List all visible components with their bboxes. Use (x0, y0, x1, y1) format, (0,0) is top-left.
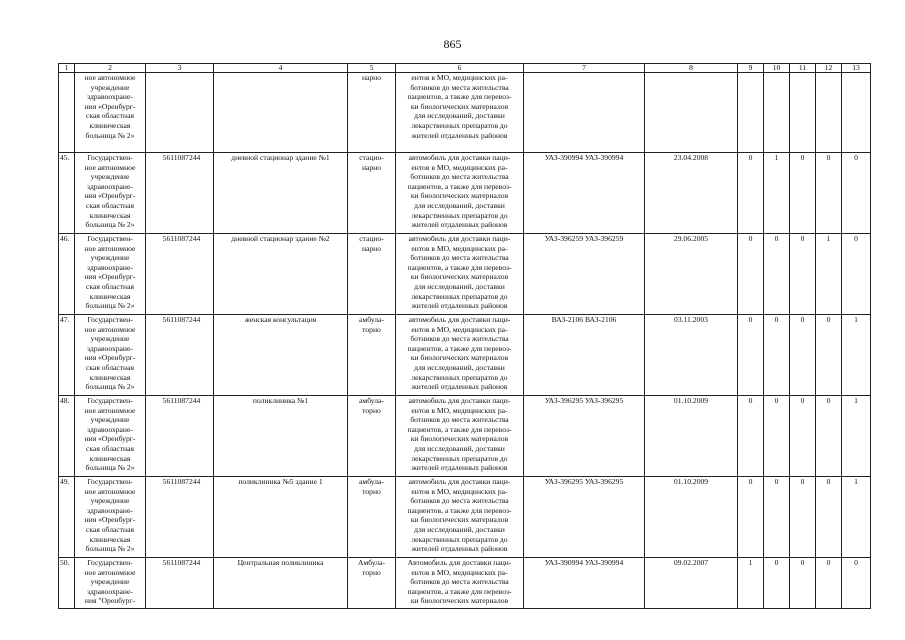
subdivision-name: дневной стационар здание №2 (214, 234, 348, 315)
row-number: 48. (59, 396, 75, 477)
count-col-13: 1 (842, 477, 871, 558)
count-col-9: 0 (738, 315, 764, 396)
row-number: 50. (59, 558, 75, 609)
column-number: 7 (524, 64, 645, 73)
organization-name: Государствен- ное автономное учреждение здравоохране- ния «Оренбург- ская областная клиническая больница № 2» (75, 234, 146, 315)
column-number-row (59, 64, 871, 73)
vehicle-purpose: автомобиль для доставки паци- ентов в МО, медицинских ра- ботников до места жительства пациентов, а также для перевоз- ки биологических материалов для исследований, доставки лекарственных препаратов до жителей отдаленных районов (396, 234, 524, 315)
vehicle-model: УАЗ-390994 УАЗ-390994 (524, 558, 645, 609)
subdivision-name: дневной стационар здание №1 (214, 153, 348, 234)
table-row (59, 73, 871, 153)
subdivision-name: поликлиника №5 здание 1 (214, 477, 348, 558)
inn-value (146, 73, 214, 153)
vehicle-date (645, 73, 738, 153)
count-col-12: 0 (816, 477, 842, 558)
count-col-12: 0 (816, 396, 842, 477)
column-number: 3 (146, 64, 214, 73)
vehicle-purpose: автомобиль для доставки паци- ентов в МО, медицинских ра- ботников до места жительства пациентов, а также для перевоз- ки биологических материалов для исследований, доставки лекарственных препаратов до жителей отдаленных районов (396, 396, 524, 477)
care-type: амбула- торно (348, 315, 396, 396)
column-number: 4 (214, 64, 348, 73)
table-row (59, 396, 871, 477)
inn-value: 5611087244 (146, 396, 214, 477)
count-col-12: 1 (816, 234, 842, 315)
row-number: 49. (59, 477, 75, 558)
vehicle-date: 03.11.2003 (645, 315, 738, 396)
vehicle-model: УАЗ-390994 УАЗ-390994 (524, 153, 645, 234)
count-col-11: 0 (790, 153, 816, 234)
vehicle-purpose: Автомобиль для доставки паци- ентов в МО, медицинских ра- ботников до места жительства пациентов, а также для перевоз- ки биологических материалов (396, 558, 524, 609)
vehicle-date: 23.04.2008 (645, 153, 738, 234)
count-col-10 (764, 73, 790, 153)
column-number: 12 (816, 64, 842, 73)
table-row (59, 315, 871, 396)
count-col-10: 0 (764, 234, 790, 315)
vehicle-model: УАЗ-396295 УАЗ-396295 (524, 396, 645, 477)
count-col-13: 1 (842, 396, 871, 477)
subdivision-name: Центральная поликлиника (214, 558, 348, 609)
count-col-9: 0 (738, 477, 764, 558)
row-number (59, 73, 75, 153)
count-col-11: 0 (790, 396, 816, 477)
vehicle-date: 09.02.2007 (645, 558, 738, 609)
table-row (59, 558, 871, 609)
row-number: 46. (59, 234, 75, 315)
organization-name: Государствен- ное автономное учреждение здравоохране- ния «Оренбург- ская областная клиническая больница № 2» (75, 153, 146, 234)
count-col-11: 0 (790, 558, 816, 609)
organization-name: ное автономное учреждение здравоохране- ния «Оренбург- ская областная клиническая больница № 2» (75, 73, 146, 153)
vehicle-model: ВАЗ-2106 ВАЗ-2106 (524, 315, 645, 396)
count-col-11: 0 (790, 477, 816, 558)
vehicle-date: 01.10.2009 (645, 477, 738, 558)
subdivision-name: женская консультация (214, 315, 348, 396)
count-col-13: 0 (842, 153, 871, 234)
count-col-9: 1 (738, 558, 764, 609)
vehicle-date: 29.06.2005 (645, 234, 738, 315)
subdivision-name: поликлиника №1 (214, 396, 348, 477)
organization-name: Государствен- ное автономное учреждение здравоохране- ния "Оренбург- (75, 558, 146, 609)
count-col-9: 0 (738, 234, 764, 315)
care-type: амбула- торно (348, 477, 396, 558)
care-type: Амбула- торно (348, 558, 396, 609)
row-number: 47. (59, 315, 75, 396)
inn-value: 5611087244 (146, 558, 214, 609)
column-number: 6 (396, 64, 524, 73)
inn-value: 5611087244 (146, 234, 214, 315)
vehicle-purpose: автомобиль для доставки паци- ентов в МО, медицинских ра- ботников до места жительства пациентов, а также для перевоз- ки биологических материалов для исследований, доставки лекарственных препаратов до жителей отдаленных районов (396, 477, 524, 558)
count-col-10: 0 (764, 477, 790, 558)
vehicle-purpose: автомобиль для доставки паци- ентов в МО, медицинских ра- ботников до места жительства пациентов, а также для перевоз- ки биологических материалов для исследований, доставки лекарственных препаратов до жителей отдаленных районов (396, 315, 524, 396)
count-col-13: 0 (842, 558, 871, 609)
count-col-11: 0 (790, 315, 816, 396)
subdivision-name (214, 73, 348, 153)
count-col-12: 0 (816, 315, 842, 396)
inn-value: 5611087244 (146, 153, 214, 234)
column-number: 11 (790, 64, 816, 73)
count-col-11 (790, 73, 816, 153)
vehicle-model: УАЗ-396259 УАЗ-396259 (524, 234, 645, 315)
page-number: 865 (443, 37, 462, 51)
count-col-10: 0 (764, 396, 790, 477)
column-number: 1 (59, 64, 75, 73)
care-type: стацио- нарно (348, 153, 396, 234)
table-row (59, 234, 871, 315)
vehicle-purpose: автомобиль для доставки паци- ентов в МО, медицинских ра- ботников до места жительства пациентов, а также для перевоз- ки биологических материалов для исследований, доставки лекарственных препаратов до жителей отдаленных районов (396, 153, 524, 234)
table-row (59, 153, 871, 234)
count-col-11: 0 (790, 234, 816, 315)
count-col-9: 0 (738, 153, 764, 234)
vehicle-date: 01.10.2009 (645, 396, 738, 477)
inn-value: 5611087244 (146, 477, 214, 558)
vehicle-model (524, 73, 645, 153)
count-col-10: 1 (764, 153, 790, 234)
count-col-12 (816, 73, 842, 153)
count-col-10: 0 (764, 558, 790, 609)
column-number: 5 (348, 64, 396, 73)
count-col-13: 0 (842, 234, 871, 315)
count-col-13 (842, 73, 871, 153)
table-row (59, 477, 871, 558)
care-type: амбула- торно (348, 396, 396, 477)
column-number: 10 (764, 64, 790, 73)
count-col-12: 0 (816, 558, 842, 609)
count-col-13: 1 (842, 315, 871, 396)
vehicle-table (58, 63, 871, 609)
organization-name: Государствен- ное автономное учреждение здравоохране- ния «Оренбург- ская областная клиническая больница № 2» (75, 396, 146, 477)
column-number: 9 (738, 64, 764, 73)
organization-name: Государствен- ное автономное учреждение здравоохране- ния «Оренбург- ская областная клиническая больница № 2» (75, 315, 146, 396)
count-col-9: 0 (738, 396, 764, 477)
column-number: 13 (842, 64, 871, 73)
count-col-12: 0 (816, 153, 842, 234)
organization-name: Государствен- ное автономное учреждение здравоохране- ния «Оренбург- ская областная клиническая больница № 2» (75, 477, 146, 558)
count-col-10: 0 (764, 315, 790, 396)
care-type: стацио- нарно (348, 234, 396, 315)
column-number: 8 (645, 64, 738, 73)
inn-value: 5611087244 (146, 315, 214, 396)
column-number: 2 (75, 64, 146, 73)
count-col-9 (738, 73, 764, 153)
care-type: нарно (348, 73, 396, 153)
row-number: 45. (59, 153, 75, 234)
vehicle-purpose: ентов в МО, медицинских ра- ботников до места жительства пациентов, а также для перевоз- ки биологических материалов для исследований, доставки лекарственных препаратов до жителей отдаленных районов (396, 73, 524, 153)
vehicle-model: УАЗ-396295 УАЗ-396295 (524, 477, 645, 558)
